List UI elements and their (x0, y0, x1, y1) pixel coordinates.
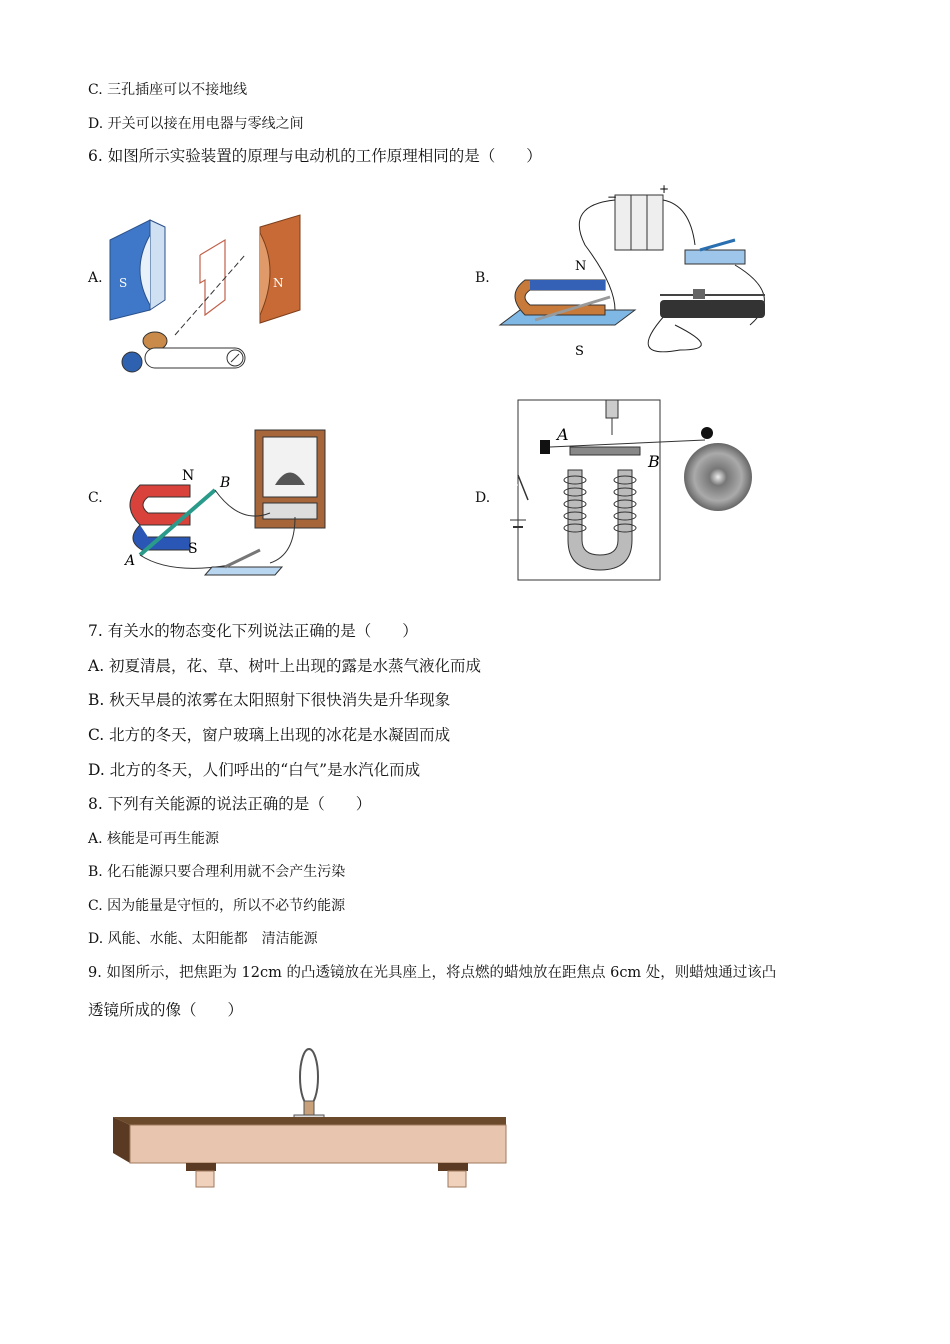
q7-option-d: D. 北方的冬天，人们呼出的“白气”是水汽化而成 (88, 761, 421, 779)
fig-a-s-label: S (119, 276, 128, 290)
fig-b-plus: + (659, 182, 670, 196)
q7-stem: 7. 有关水的物态变化下列说法正确的是（ ） (88, 622, 418, 640)
fig-c-a-label: A (125, 553, 136, 569)
q6-label-a: A. (88, 270, 103, 286)
fig-d-a-label: A (557, 425, 569, 444)
q6-label-c: C. (88, 490, 103, 506)
q6-label-b: B. (475, 270, 490, 286)
q8-option-d: D. 风能、水能、太阳能都 清洁能源 (88, 931, 318, 947)
q9-stem-line1: 9. 如图所示，把焦距为 12cm 的凸透镜放在光具座上，将点燃的蜡烛放在距焦点 6cm 处，则蜡烛通过该凸 (88, 965, 777, 981)
fig-c-n-label: N (182, 468, 195, 484)
q8-option-a: A. 核能是可再生能源 (88, 831, 220, 847)
q9-stem-line2: 透镜所成的像（ ） (88, 1001, 244, 1019)
q7-option-c: C. 北方的冬天，窗户玻璃上出现的冰花是水凝固而成 (88, 726, 451, 744)
fig-b-minus: − (607, 190, 618, 204)
q5-option-c: C. 三孔插座可以不接地线 (88, 82, 248, 98)
fig-c-s-label: S (188, 541, 198, 557)
fig-c-b-label: B (220, 475, 231, 491)
figure-q9-optical-bench (108, 1045, 513, 1190)
fig-b-n-label: N (575, 259, 587, 274)
figure-b-circuit-with-magnet (495, 182, 775, 360)
q6-label-d: D. (475, 490, 491, 506)
q8-stem: 8. 下列有关能源的说法正确的是（ ） (88, 795, 372, 813)
fig-a-n-label: N (273, 276, 284, 290)
q7-option-b: B. 秋天早晨的浓雾在太阳照射下很快消失是升华现象 (88, 691, 451, 709)
q8-option-c: C. 因为能量是守恒的，所以不必节约能源 (88, 898, 346, 914)
fig-d-b-label: B (648, 452, 660, 471)
q8-option-b: B. 化石能源只要合理利用就不会产生污染 (88, 864, 346, 880)
q7-option-a: A. 初夏清晨，花、草、树叶上出现的露是水蒸气液化而成 (88, 657, 482, 675)
q6-stem: 6. 如图所示实验装置的原理与电动机的工作原理相同的是（ ） (88, 147, 542, 165)
figure-c-galvanometer-setup (120, 425, 335, 580)
q5-option-d: D. 开关可以接在用电器与零线之间 (88, 116, 304, 132)
figure-d-electric-bell (500, 395, 770, 585)
fig-b-s-label: S (575, 344, 584, 359)
figure-a-coil-between-magnets (105, 215, 284, 380)
